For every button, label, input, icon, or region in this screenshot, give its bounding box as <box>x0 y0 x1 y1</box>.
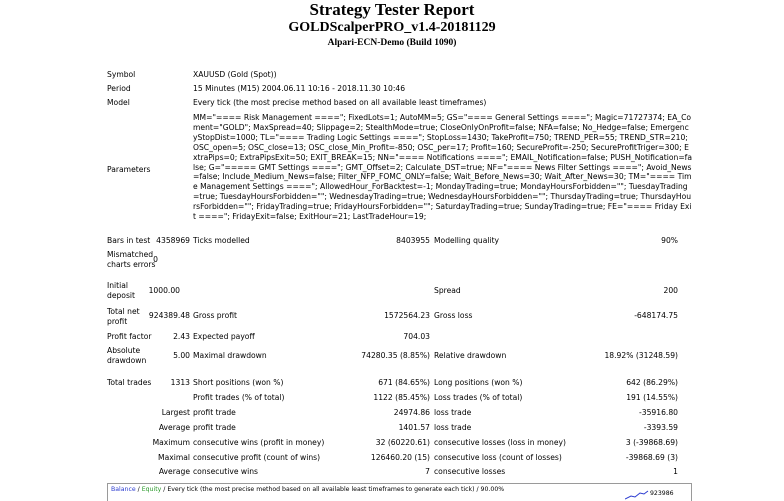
expected-payoff-label: Expected payoff <box>193 332 255 341</box>
spread-label: Spread <box>434 286 461 295</box>
gross-profit-value: 1572564.23 <box>384 311 430 320</box>
maximal-drawdown-label: Maximal drawdown <box>193 351 267 360</box>
loss-trades-value: 191 (14.55%) <box>626 393 678 402</box>
total-trades-value: 1313 <box>170 378 190 387</box>
mismatched-label: Mismatched charts errors <box>107 250 156 269</box>
maximal-consecutive-profit-value: 126460.20 (15) <box>370 453 430 462</box>
maximal-consecutive-loss-value: -39868.69 (3) <box>625 453 678 462</box>
profit-trades-value: 1122 (85.45%) <box>373 393 430 402</box>
bars-value: 4358969 <box>156 236 190 245</box>
profit-trades-label: Profit trades (% of total) <box>193 393 285 402</box>
expected-payoff-value: 704.03 <box>403 332 430 341</box>
loss-trades-label: Loss trades (% of total) <box>434 393 523 402</box>
profit-factor-label: Profit factor <box>107 332 152 341</box>
average-consecutive-wins-value: 7 <box>425 467 430 476</box>
maximal-drawdown-value: 74280.35 (8.85%) <box>361 351 430 360</box>
graph-equity-label: Equity <box>141 486 162 493</box>
gross-loss-value: -648174.75 <box>634 311 678 320</box>
average-label: Average <box>158 423 190 432</box>
relative-drawdown-label: Relative drawdown <box>434 351 507 360</box>
average-loss-label: loss trade <box>434 423 472 432</box>
symbol-value: XAUUSD (Gold (Spot)) <box>193 70 277 79</box>
largest-profit-value: 24974.86 <box>393 408 430 417</box>
ticks-value: 8403955 <box>396 236 430 245</box>
net-profit-value: 924389.48 <box>148 311 190 320</box>
period-label: Period <box>107 84 131 93</box>
gross-loss-label: Gross loss <box>434 311 473 320</box>
parameters-value: MM="==== Risk Management ===="; FixedLots=1; AutoMM=5; GS="==== General Settings ===="; Magic=71727374; EA_Coment="GOLD"; MaxSpread=40; Slippage=2; StealthMode=true; CloseOnlyOnProfit=false; NFA=false; No_Hedge=false; EmergencyStopDist=1000; TL="==== Trading Logic Settings ===="; StopLoss=1430; TakeProfit=750; TREND_PER=55; TREND_STR=210; OSC_open=5; OSC_close=13; OSC_close_Min_Profit=-850; OSC_per=17; Profit=160; SecureProfit=-250; SecureProfitTriger=300; ExtraPips=0; ExtraPipsExit=50; EXIT_BREAK=15; NN="==== Notifications ===="; EMAIL_Notification=false; PUSH_Notification=false; G="===== GMT Settings ===="; GMT_Offset=2; Calculate_DST=true; NF="==== News Filter Settings ===="; Avoid_News=false; Include_Medium_News=false; Filter_NFP_FOMC_ONLY=false; Wait_Before_News=30; Wait_After_News=30; TM="==== Time Management Settings ===="; AllowedHour_ForBacktest=-1; MondayTrading=true; MondayHoursForbidden=""; TuesdayTrading=true; TuesdayHoursForbidden=""; WednesdayTrading=true; WednesdayHoursForbidden=""; ThursdayTrading=true; ThursdayHoursForbidden=""; FridayTrading=true; FridayHoursForbidden=""; SaturdayTrading=true; SundayTrading=true; FE="==== Friday Exit ===="; FridayExit=false; ExitHour=21; LastTradeHour=19; <box>193 113 693 222</box>
average-consecutive-wins-label: consecutive wins <box>193 467 259 476</box>
max-consecutive-wins-value: 32 (60220.61) <box>375 438 430 447</box>
net-profit-label: Total net profit <box>107 307 140 326</box>
short-positions-label: Short positions (won %) <box>193 378 284 387</box>
max-consecutive-losses-label: consecutive losses (loss in money) <box>434 438 566 447</box>
bars-label: Bars in test <box>107 236 151 245</box>
long-positions-value: 642 (86.29%) <box>626 378 678 387</box>
model-value: Every tick (the most precise method based on all available least timeframes) <box>193 98 487 107</box>
initial-label: Initial deposit <box>107 281 136 300</box>
largest-loss-label: loss trade <box>434 408 472 417</box>
mismatched-value: 0 <box>153 255 158 264</box>
graph-separator: / <box>135 486 142 493</box>
parameters-label: Parameters <box>107 165 151 174</box>
initial-value: 1000.00 <box>148 286 180 295</box>
graph-caption-rest: / Every tick (the most precise method based on all available least timeframes to generate each tick) / 90.00% <box>161 486 505 493</box>
average-loss-value: -3393.59 <box>643 423 678 432</box>
expert-name: GOLDScalperPRO_v1.4-20181129 <box>288 20 496 35</box>
ticks-label: Ticks modelled <box>193 236 250 245</box>
relative-drawdown-value: 18.92% (31248.59) <box>604 351 678 360</box>
average-consecutive-losses-label: consecutive losses <box>434 467 506 476</box>
long-positions-label: Long positions (won %) <box>434 378 523 387</box>
graph-caption <box>111 486 504 493</box>
quality-label: Modelling quality <box>434 236 500 245</box>
quality-value: 90% <box>661 236 678 245</box>
maximal-label: Maximal <box>158 453 190 462</box>
maximum-label: Maximum <box>152 438 190 447</box>
balance-line-segment <box>625 490 649 500</box>
max-consecutive-wins-label: consecutive wins (profit in money) <box>193 438 325 447</box>
average-profit-label: profit trade <box>193 423 236 432</box>
profit-factor-value: 2.43 <box>173 332 190 341</box>
average-profit-value: 1401.57 <box>398 423 430 432</box>
model-label: Model <box>107 98 130 107</box>
average-consecutive-label: Average <box>158 467 190 476</box>
server-build: Alpari-ECN-Demo (Build 1090) <box>327 38 457 48</box>
absolute-drawdown-value: 5.00 <box>173 351 190 360</box>
graph-max-value: 923986 <box>650 490 674 497</box>
period-value: 15 Minutes (M15) 2004.06.11 10:16 - 2018.11.30 10:46 <box>193 84 406 93</box>
largest-loss-value: -35916.80 <box>639 408 678 417</box>
maximal-consecutive-profit-label: consecutive profit (count of wins) <box>193 453 321 462</box>
graph-balance-label: Balance <box>111 486 136 493</box>
largest-label: Largest <box>161 408 190 417</box>
symbol-label: Symbol <box>107 70 136 79</box>
largest-profit-label: profit trade <box>193 408 236 417</box>
short-positions-value: 671 (84.65%) <box>378 378 430 387</box>
average-consecutive-losses-value: 1 <box>673 467 678 476</box>
balance-graph <box>107 483 692 501</box>
max-consecutive-losses-value: 3 (-39868.69) <box>625 438 678 447</box>
spread-value: 200 <box>663 286 678 295</box>
maximal-consecutive-loss-label: consecutive loss (count of losses) <box>434 453 562 462</box>
total-trades-label: Total trades <box>107 378 152 387</box>
gross-profit-label: Gross profit <box>193 311 237 320</box>
report-title: Strategy Tester Report <box>309 0 475 19</box>
absolute-drawdown-label: Absolute drawdown <box>107 346 147 365</box>
